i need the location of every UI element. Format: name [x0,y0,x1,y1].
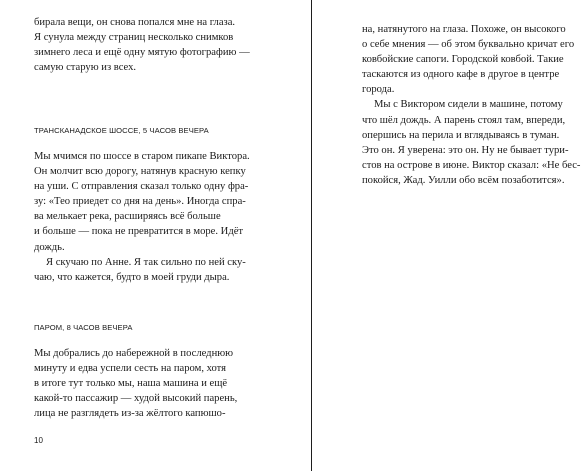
text-line: что шёл дождь. А парень стоял там, впереди, [362,114,566,126]
text-line: дождь. [34,241,65,253]
text-line: Он молчит всю дорогу, натянув красную кепку [34,166,246,178]
text-line: ковбойские сапоги. Городской ковбой. Такие [362,54,564,66]
text-line: какой-то пассажир — худой высокий парень, [34,393,238,405]
text-line: ва мелькает река, расширяясь всё больше [34,211,221,223]
paragraph-highway-1 [34,149,260,255]
text-line: на, натянутого на глаза. Похоже, он высокого [362,24,566,35]
page-number: 10 [34,436,43,445]
paragraph-right-1 [362,22,586,97]
text-line: самую старую из всех. [34,62,137,74]
text-line: чаю, что кажется, будто в моей груди дыра. [34,271,230,283]
text-line: и больше — пока не превратится в море. Идёт [34,226,244,238]
text-block-ferry [34,346,260,421]
text-line: Мы мчимся по шоссе в старом пикапе Виктора. [34,151,250,162]
text-line: зимнего леса и ещё одну мятую фотографию — [34,47,250,59]
text-block-right [362,22,586,188]
text-line: покойся, Жад. Уилли обо всём позаботится». [362,174,565,186]
text-line: о себе мнения — об этом буквально кричат его [362,39,575,51]
section-heading-ferry: ПАРОМ, 8 ЧАСОВ ВЕЧЕРА [34,323,133,332]
text-line: таскаются из одного кафе в другое в центре [362,69,560,81]
right-page [312,0,586,471]
text-line: опершись на перила и вглядываясь в туман. [362,129,560,141]
text-line: лица не разглядеть из-за жёлтого капюшо- [34,408,226,420]
text-line: на уши. С отправления сказал только одну фра- [34,181,249,193]
text-line: Я скучаю по Анне. Я так сильно по ней ску- [46,256,246,268]
paragraph-highway-2 [34,255,260,285]
text-line: Это он. Я уверена: это он. Ну не бывает тури- [362,144,569,156]
text-line: минуту и едва успели сесть на паром, хотя [34,363,227,375]
text-line: стов на острове в июне. Виктор сказал: «Не бес- [362,159,581,171]
paragraph-ferry-1 [34,346,260,421]
paragraph-right-2 [362,97,586,188]
text-line: Я сунула между страниц несколько снимков [34,32,234,44]
text-line: бирала вещи, он снова попался мне на глаза. [34,17,236,28]
text-line: Мы с Виктором сидели в машине, потому [374,99,563,111]
text-line: города. [362,84,395,96]
section-heading-highway: ТРАНСКАНАДСКОЕ ШОССЕ, 5 ЧАСОВ ВЕЧЕРА [34,126,209,135]
paragraph-opening [34,15,260,75]
text-line: Мы добрались до набережной в последнюю [34,348,234,359]
text-line: в итоге тут только мы, наша машина и ещё [34,378,228,390]
text-block-highway [34,149,260,285]
text-line: зу: «Тео приедет со дня на день». Иногда спра- [34,196,246,208]
text-block-opening [34,15,260,75]
